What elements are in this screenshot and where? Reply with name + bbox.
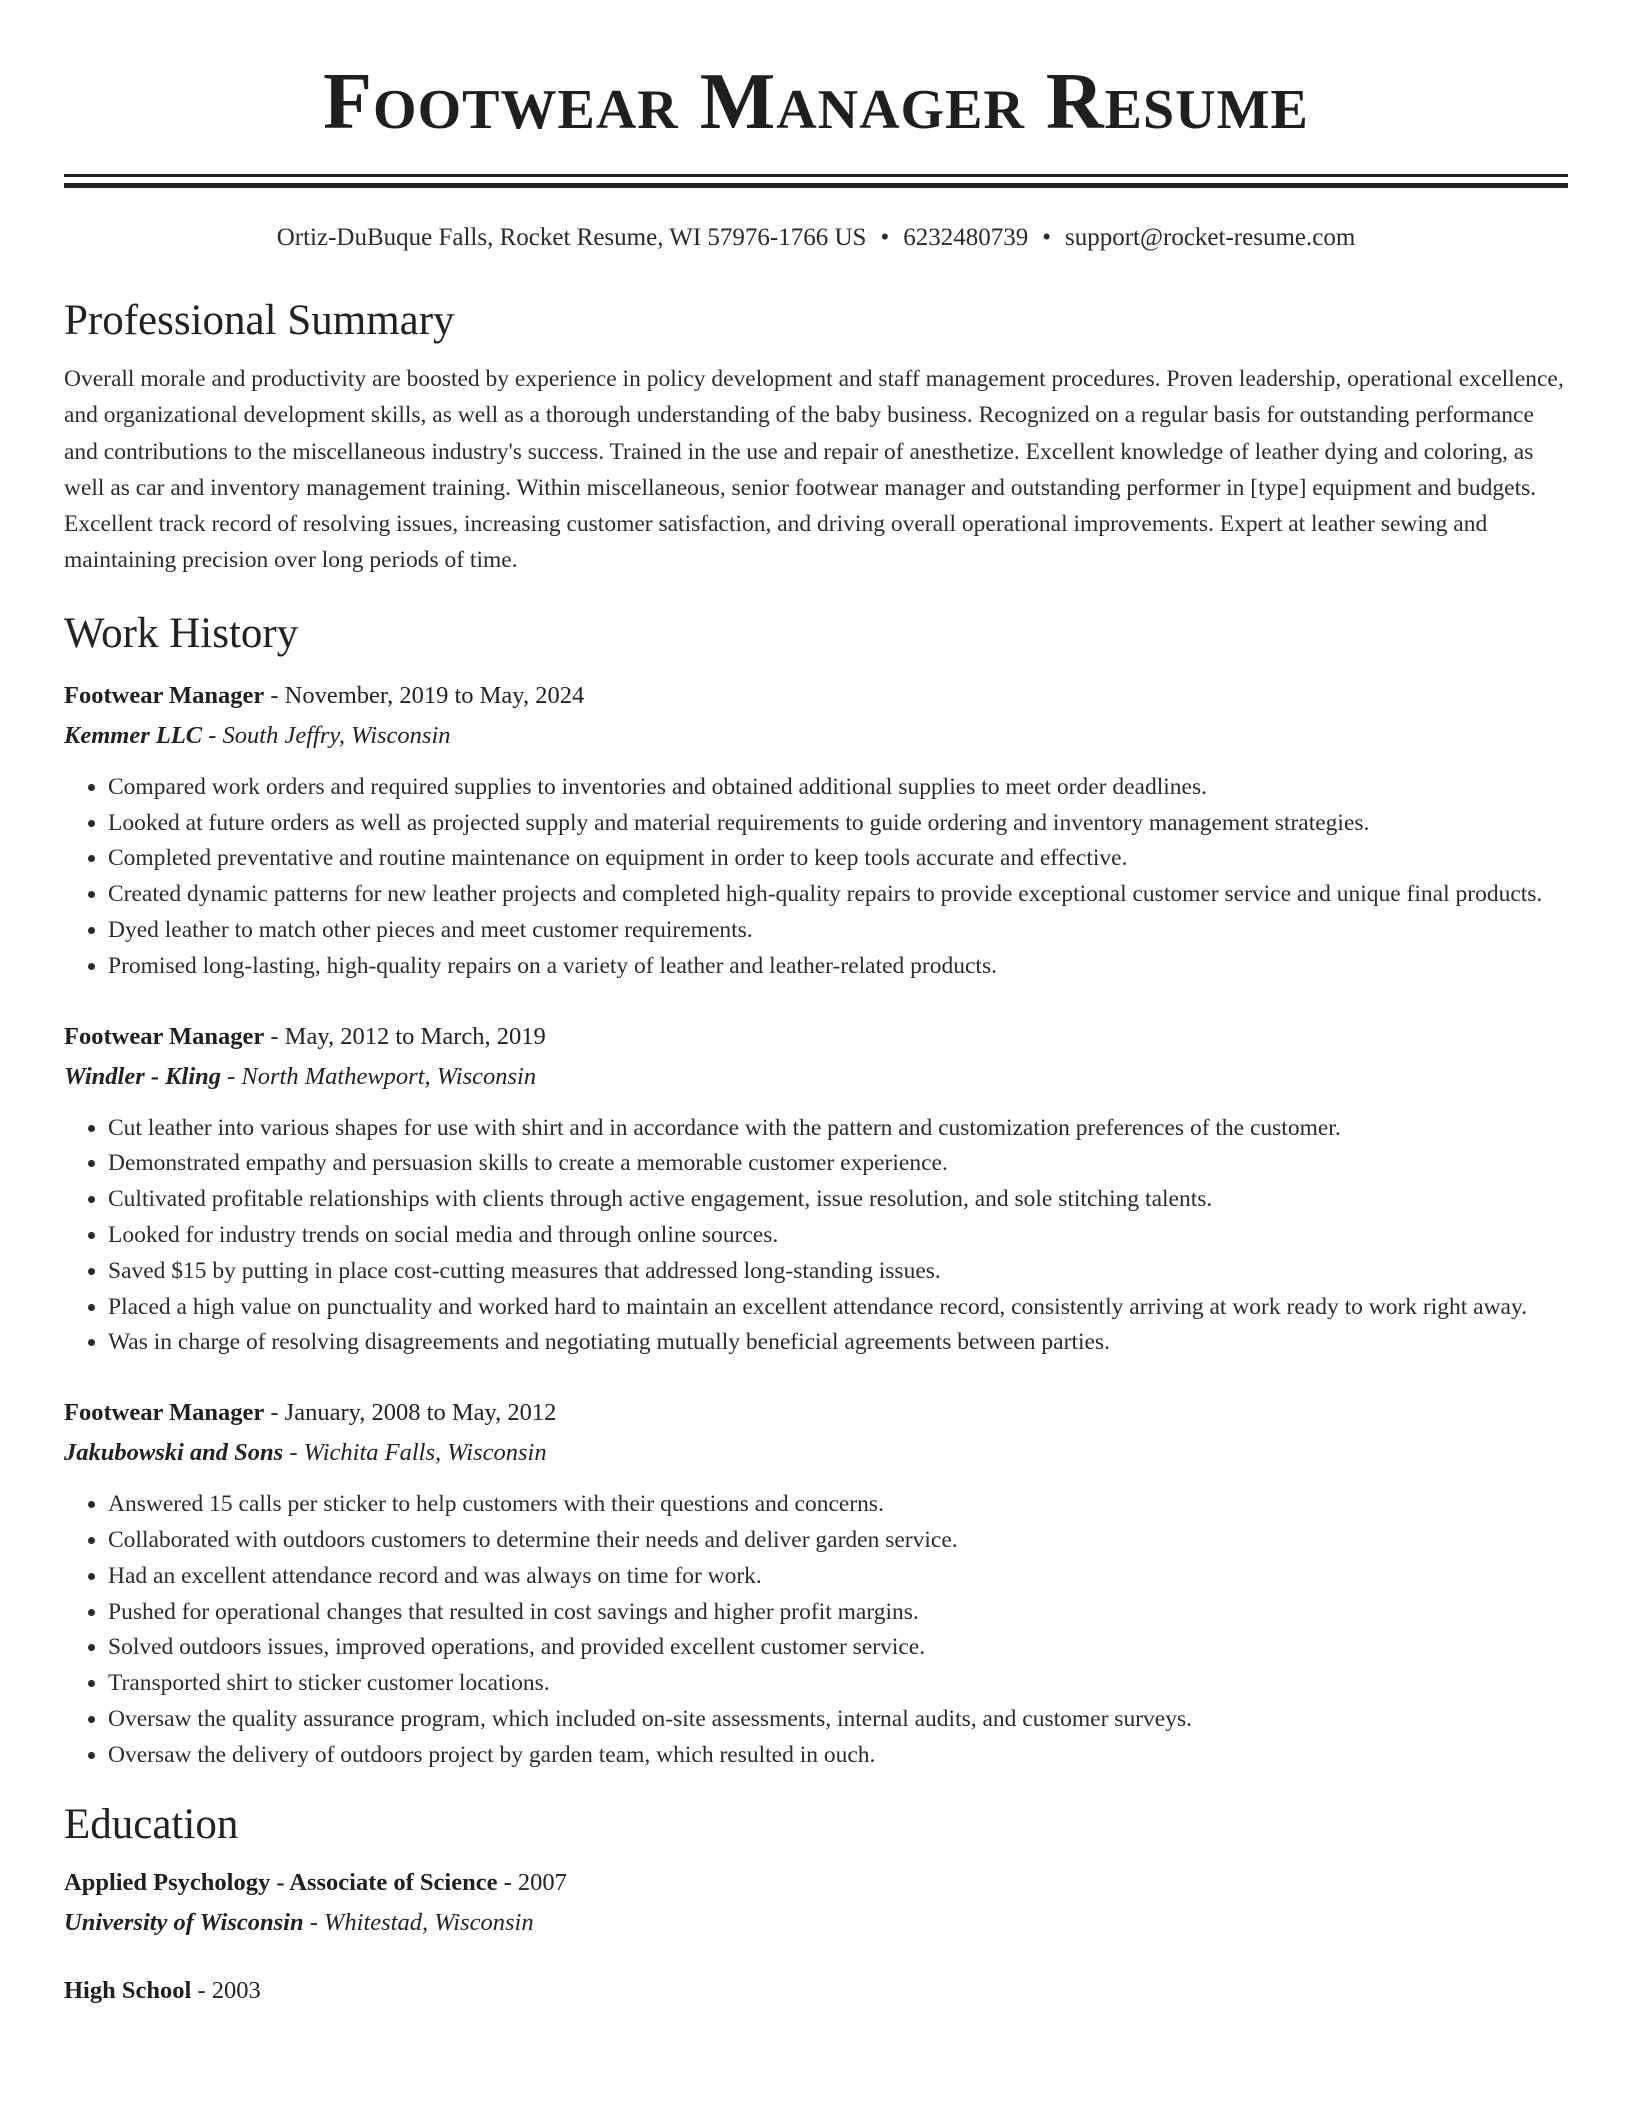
summary-section (64, 296, 1568, 579)
job-bullet: • Compared work orders and required supplies to inventories and obtained additional supplies to meet order deadlines. (108, 770, 1568, 806)
title-divider-thick (64, 183, 1568, 188)
education-school: University of Wisconsin (64, 1908, 304, 1936)
job-bullet: • Answered 15 calls per sticker to help customers with their questions and concerns. (108, 1487, 1568, 1523)
job-title: Footwear Manager (64, 1022, 265, 1050)
contact-address: Ortiz-DuBuque Falls, Rocket Resume, WI 57976-1766 US (276, 224, 867, 251)
education-section (64, 1800, 1568, 2011)
job-dates: - November, 2019 to May, 2024 (264, 681, 585, 709)
job-bullet: • Oversaw the delivery of outdoors project by garden team, which resulted in ouch. (108, 1738, 1568, 1774)
job-company: Jakubowski and Sons (64, 1439, 284, 1467)
job-bullet: • Collaborated with outdoors customers to determine their needs and deliver garden service. (108, 1523, 1568, 1559)
job-bullet: • Solved outdoors issues, improved operations, and provided excellent customer service. (108, 1630, 1568, 1666)
job-entry (64, 676, 1568, 985)
job-entry (64, 1017, 1568, 1362)
education-year: - 2003 (191, 1976, 261, 2004)
job-bullet: • Pushed for operational changes that resulted in cost savings and higher profit margins. (108, 1595, 1568, 1631)
summary-text: Overall morale and productivity are boosted by experience in policy development and staff management procedures. Proven leadership, operational excellence, and organizational development skills, as well as a thorough understanding of the baby business. Recognized on a regular basis for outstanding performance and contributions to the miscellaneous industry's success. Trained in the use and repair of anesthetize. Excellent knowledge of leather dying and coloring, as well as car and inventory management training. Within miscellaneous, senior footwear manager and outstanding performer in [type] equipment and budgets. Excellent track record of resolving issues, increasing customer satisfaction, and driving overall operational improvements. Expert at leather sewing and maintaining precision over long periods of time. (64, 366, 1564, 574)
job-bullet: • Cultivated profitable relationships with clients through active engagement, issue resolution, and sole stitching talents. (108, 1182, 1568, 1218)
job-location: - South Jeffry, Wisconsin (202, 721, 451, 749)
job-bullet: • Transported shirt to sticker customer locations. (108, 1666, 1568, 1702)
resume-title: Footwear Manager Resume (323, 58, 1309, 146)
contact-separator: • (1042, 224, 1051, 251)
job-bullet: • Had an excellent attendance record and was always on time for work. (108, 1559, 1568, 1595)
contact-line (64, 224, 1568, 252)
job-bullets (64, 1487, 1568, 1773)
work-history-section (64, 609, 1568, 1774)
job-bullet: • Demonstrated empathy and persuasion skills to create a memorable customer experience. (108, 1146, 1568, 1182)
job-title: Footwear Manager (64, 681, 265, 709)
job-bullet: • Looked at future orders as well as projected supply and material requirements to guide ordering and inventory management strategies. (108, 806, 1568, 842)
education-location: - Whitestad, Wisconsin (303, 1908, 534, 1936)
contact-email: support@rocket-resume.com (1064, 224, 1356, 251)
job-bullet: • Completed preventative and routine maintenance on equipment in order to keep tools accurate and effective. (108, 841, 1568, 877)
job-bullet: • Dyed leather to match other pieces and meet customer requirements. (108, 913, 1568, 949)
job-bullet: • Oversaw the quality assurance program, which included on-site assessments, internal audits, and customer surveys. (108, 1702, 1568, 1738)
job-company: Kemmer LLC (64, 721, 203, 749)
education-year: - 2007 (497, 1868, 567, 1896)
job-bullet: • Was in charge of resolving disagreements and negotiating mutually beneficial agreements between parties. (108, 1325, 1568, 1361)
job-title: Footwear Manager (64, 1399, 265, 1427)
job-location: - Wichita Falls, Wisconsin (283, 1439, 547, 1467)
job-bullet: • Placed a high value on punctuality and worked hard to maintain an excellent attendance record, consistently arriving at work ready to work right away. (108, 1290, 1568, 1326)
job-entry (64, 1393, 1568, 1773)
work-history-heading: Work History (64, 609, 299, 657)
job-bullet: • Cut leather into various shapes for use with shirt and in accordance with the pattern and customization preferences of the customer. (108, 1111, 1568, 1147)
job-location: - North Mathewport, Wisconsin (221, 1062, 537, 1090)
education-heading: Education (64, 1800, 239, 1848)
education-degree: High School (64, 1976, 192, 2004)
job-bullet: • Created dynamic patterns for new leather projects and completed high-quality repairs to provide exceptional customer service and unique final products. (108, 877, 1568, 913)
job-bullet: • Looked for industry trends on social media and through online sources. (108, 1218, 1568, 1254)
job-bullet: • Promised long-lasting, high-quality repairs on a variety of leather and leather-related products. (108, 949, 1568, 985)
education-entry (64, 1863, 1568, 1943)
summary-heading: Professional Summary (64, 297, 455, 344)
job-bullets (64, 770, 1568, 985)
job-company: Windler - Kling (64, 1062, 222, 1090)
contact-separator: • (880, 224, 890, 251)
job-dates: - May, 2012 to March, 2019 (264, 1022, 546, 1050)
education-entry (64, 1971, 1568, 2011)
contact-phone: 6232480739 (903, 224, 1029, 251)
education-degree: Applied Psychology - Associate of Science (64, 1868, 498, 1896)
job-dates: - January, 2008 to May, 2012 (264, 1399, 557, 1427)
job-bullet: • Saved $15 by putting in place cost-cutting measures that addressed long-standing issues. (108, 1254, 1568, 1290)
title-divider-thin (64, 174, 1568, 177)
job-bullets (64, 1111, 1568, 1362)
